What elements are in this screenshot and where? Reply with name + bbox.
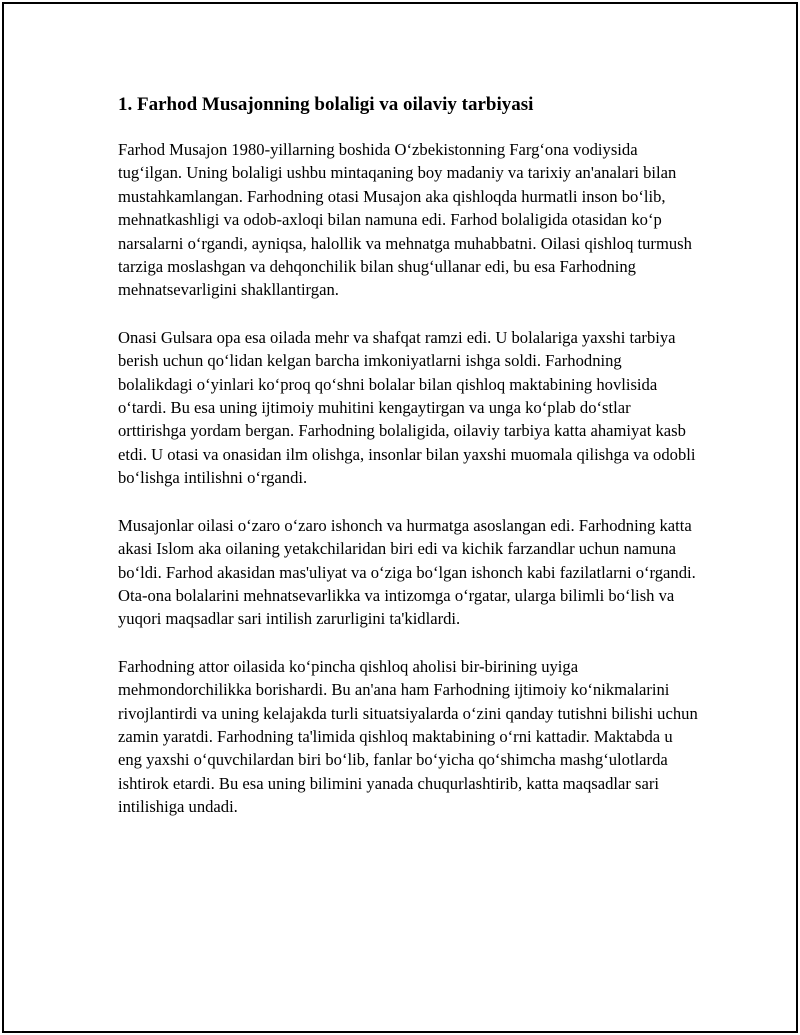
paragraph-2: Onasi Gulsara opa esa oilada mehr va shafqat ramzi edi. U bolalariga yaxshi tarbiya berish uchun qo‘lidan kelgan barcha imkoniyatlarni ishga soldi. Farhodning bolalikdagi o‘yinlari ko‘proq qo‘shni bolalar bilan qishloq maktabining hovlisida o‘tardi. Bu esa uning ijtimoiy muhitini kengaytirgan va unga ko‘plab do‘stlar orttirishga yordam bergan. Farhodning bolaligida, oilaviy tarbiya katta ahamiyat kasb etdi. U otasi va onasidan ilm olishga, insonlar bilan yaxshi muomala qilishga va odobli bo‘lishga intilishni o‘rgandi.	[118, 327, 696, 488]
document-body	[118, 92, 698, 843]
section-heading: 1. Farhod Musajonning bolaligi va oilaviy tarbiyasi	[118, 94, 534, 115]
paragraph-3: Musajonlar oilasi o‘zaro o‘zaro ishonch va hurmatga asoslangan edi. Farhodning katta akasi Islom aka oilaning yetakchilaridan biri edi va kichik farzandlar uchun namuna bo‘ldi. Farhod akasidan mas'uliyat va o‘ziga bo‘lgan ishonch kabi fazilatlarni o‘rgandi. Ota-ona bolalarini mehnatsevarlikka va intizomga o‘rgatar, ularga bilimli bo‘lish va yuqori maqsadlar sari intilish zarurligini ta'kidlardi.	[118, 515, 696, 629]
paragraph-4: Farhodning attor oilasida ko‘pincha qishloq aholisi bir-birining uyiga mehmondorchilikka borishardi. Bu an'ana ham Farhodning ijtimoiy ko‘nikmalarini rivojlantirdi va uning kelajakda turli situatsiyalarda o‘zini qanday tutishni bilishi uchun zamin yaratdi. Farhodning ta'limida qishloq maktabining o‘rni kattadir. Maktabda u eng yaxshi o‘quvchilardan biri bo‘lib, fanlar bo‘yicha qo‘shimcha mashg‘ulotlarda ishtirok etardi. Bu esa uning bilimini yanada chuqurlashtirib, katta maqsadlar sari intilishiga undadi.	[118, 656, 698, 817]
paragraph-1: Farhod Musajon 1980-yillarning boshida O‘zbekistonning Farg‘ona vodiysida tug‘ilgan. Uning bolaligi ushbu mintaqaning boy madaniy va tarixiy an'analari bilan mustahkamlangan. Farhodning otasi Musajon aka qishloqda hurmatli inson bo‘lib, mehnatkashligi va odob-axloqi bilan namuna edi. Farhod bolaligida otasidan ko‘p narsalarni o‘rgandi, ayniqsa, halollik va mehnatga muhabbatni. Oilasi qishloq turmush tarziga moslashgan va dehqonchilik bilan shug‘ullanar edi, bu esa Farhodning mehnatsevarligini shakllantirgan.	[118, 140, 692, 300]
